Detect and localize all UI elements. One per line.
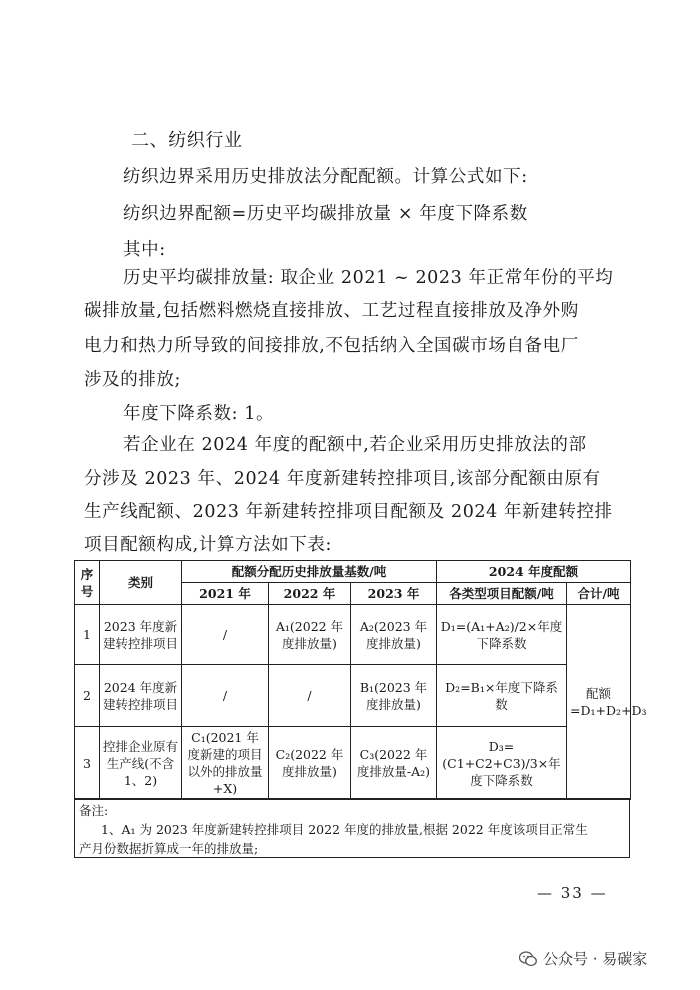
table-notes bbox=[74, 798, 630, 858]
cell-2023: C₃(2022 年度排放量-A₂) bbox=[351, 727, 437, 800]
watermark-text: 公众号 · 易碳家 bbox=[543, 950, 648, 968]
notes-title: 备注: bbox=[79, 803, 109, 818]
cell-seq: 3 bbox=[75, 727, 100, 800]
paragraph-line: 项目配额构成,计算方法如下表: bbox=[84, 535, 332, 555]
cell-2022: / bbox=[269, 665, 351, 727]
header-2021: 2021 年 bbox=[182, 583, 269, 605]
cell-category: 2024 年度新建转控排项目 bbox=[100, 665, 182, 727]
header-category: 类别 bbox=[100, 561, 182, 605]
paragraph-line: 纺织边界采用历史排放法分配配额。计算公式如下: bbox=[123, 167, 528, 187]
paragraph-line: 其中: bbox=[123, 240, 166, 260]
header-2024-quota: 2024 年度配额 bbox=[437, 561, 631, 583]
header-2023: 2023 年 bbox=[351, 583, 437, 605]
paragraph-line: 生产线配额、2023 年新建转控排项目配额及 2024 年新建转控排 bbox=[84, 502, 613, 522]
table-row bbox=[75, 665, 631, 727]
wechat-icon bbox=[519, 951, 537, 967]
header-seq: 序号 bbox=[75, 561, 100, 605]
section-heading: 二、纺织行业 bbox=[131, 130, 243, 151]
cell-2023: A₂(2023 年度排放量) bbox=[351, 605, 437, 665]
formula-line: 纺织边界配额=历史平均碳排放量 × 年度下降系数 bbox=[123, 204, 528, 224]
cell-seq: 2 bbox=[75, 665, 100, 727]
cell-2021: / bbox=[182, 605, 269, 665]
table-row bbox=[75, 727, 631, 800]
notes-line: 产月份数据折算成一年的排放量; bbox=[79, 841, 259, 856]
table-row bbox=[75, 605, 631, 665]
quota-calculation-table bbox=[74, 560, 647, 800]
cell-2023: B₁(2023 年度排放量) bbox=[351, 665, 437, 727]
header-total: 合计/吨 bbox=[567, 583, 631, 605]
cell-2021: C₁(2021 年度新建的项目以外的排放量+X) bbox=[182, 727, 269, 800]
header-history-baseline: 配额分配历史排放量基数/吨 bbox=[182, 561, 437, 583]
page-number: — 33 — bbox=[537, 884, 608, 902]
cell-category: 控排企业原有生产线(不含 1、2) bbox=[100, 727, 182, 800]
header-2022: 2022 年 bbox=[269, 583, 351, 605]
paragraph-line: 碳排放量,包括燃料燃烧直接排放、工艺过程直接排放及净外购 bbox=[84, 301, 579, 321]
cell-total: 配额=D₁+D₂+D₃ bbox=[567, 605, 631, 800]
cell-quota: D₁=(A₁+A₂)/2×年度下降系数 bbox=[437, 605, 567, 665]
paragraph-line: 若企业在 2024 年度的配额中,若企业采用历史排放法的部 bbox=[123, 435, 587, 455]
paragraph-line: 分涉及 2023 年、2024 年度新建转控排项目,该部分配额由原有 bbox=[84, 469, 601, 489]
paragraph-line: 历史平均碳排放量: 取企业 2021 ~ 2023 年正常年份的平均 bbox=[123, 268, 614, 288]
cell-2022: C₂(2022 年度排放量) bbox=[269, 727, 351, 800]
notes-line: 1、A₁ 为 2023 年度新建转控排项目 2022 年度的排放量,根据 2022 年度该项目正常生 bbox=[101, 822, 588, 837]
cell-category: 2023 年度新建转控排项目 bbox=[100, 605, 182, 665]
cell-quota: D₂=B₁×年度下降系数 bbox=[437, 665, 567, 727]
paragraph-line: 电力和热力所导致的间接排放,不包括纳入全国碳市场自备电厂 bbox=[84, 336, 579, 356]
cell-seq: 1 bbox=[75, 605, 100, 665]
watermark bbox=[519, 948, 647, 969]
cell-quota: D₃=(C1+C2+C3)/3×年度下降系数 bbox=[437, 727, 567, 800]
paragraph-line: 年度下降系数: 1。 bbox=[123, 404, 275, 424]
cell-2022: A₁(2022 年度排放量) bbox=[269, 605, 351, 665]
cell-2021: / bbox=[182, 665, 269, 727]
paragraph-line: 涉及的排放; bbox=[84, 370, 181, 390]
header-type-quota: 各类型项目配额/吨 bbox=[437, 583, 567, 605]
